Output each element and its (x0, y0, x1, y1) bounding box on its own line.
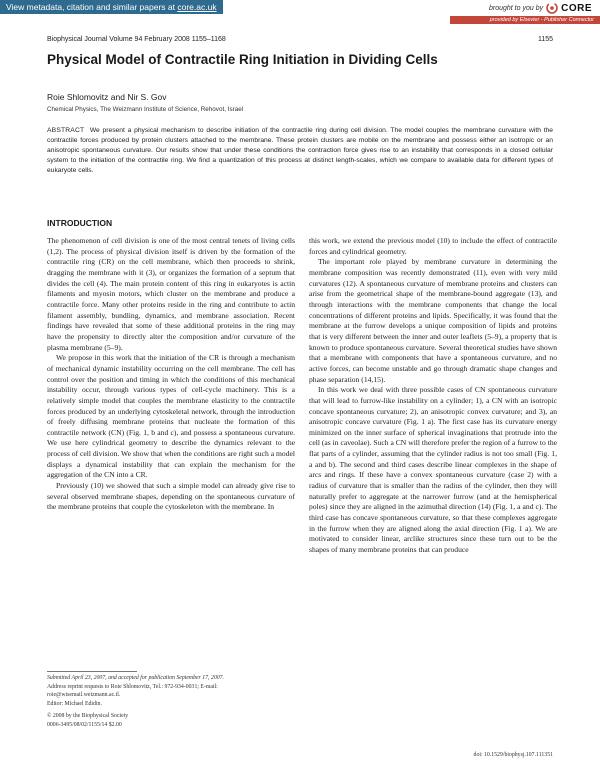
submitted-note: Submitted April 23, 2007, and accepted for publication September 17, 2007. (47, 675, 224, 681)
affiliation: Chemical Physics, The Weizmann Institute of Science, Rehovot, Israel (47, 106, 244, 113)
footnote-divider (47, 671, 137, 672)
issn-code: 0006-3495/08/02/1155/14 $2.00 (47, 721, 122, 728)
core-banner[interactable] (0, 0, 223, 14)
paragraph: The phenomenon of cell division is one of the most central tenets of living cells (1,2). The process of physical division itself is driven by the formation of the contractile ring (CR) on the cell membrane, which then proceeds to shrink, dragging the membrane with it (3), or organizes the formation of a septum that divides the cell (4). The main protein content of this ring in eukaryotes is actin filaments and myosin motors, which cluster on the membrane and produce a contractile force. Many other proteins reside in the ring and contribute to actin filament assembly, bundling, dynamics, and membrane association. Recent findings have revealed that some of these additional proteins in the ring may have the propensity to directly alter the composition and/or curvature of the plasma membrane (5–9). (47, 236, 295, 352)
core-brand[interactable] (489, 2, 592, 14)
provided-by-bar[interactable]: provided by Elsevier - Publisher Connector (450, 16, 600, 24)
page-number: 1155 (537, 36, 553, 43)
email-note[interactable]: roie@wisemail.weizmann.ac.il. (47, 692, 121, 699)
right-column (309, 236, 557, 556)
editor-note: Editor: Michael Edidin. (47, 700, 102, 707)
paragraph: Previously (10) we showed that such a simple model can already give rise to several observed membrane shapes, depending on the spontaneous curvature of the membrane proteins that couple the cytoskeleton with the membrane. In (47, 481, 295, 512)
abstract (47, 126, 553, 176)
paragraph: In this work we deal with three possible cases of CN spontaneous curvature that will lead to furrow-like instability on a cylinder; 1), a CN with an isotropic concave spontaneous curvature; 2), an anisotropic convex curvature; and 3), an anisotropic concave curvature (Fig. 1 a). The first case has its curvature energy minimized on the inner surface of spherical invaginations that protrude into the cell (as in caveolae). Such a CN will therefore prefer the region of a furrow to the flat parts of a cylinder, assuming that the cylinder radius is not too small (Fig. 1, a and b). The second and third cases describe linear complexes in the shape of arcs and rings. If these have a convex spontaneous curvature (case 2) with a radius of curvature that is smaller than the radius of the cylinder, then they will naturally prefer to aggregate at the narrower furrow (and at the hemispherical poles) since they are aligned in the azimuthal direction (14) (Fig. 1, a and c). The third case has concave spontaneous curvature, so that these complexes aggregate in the furrow when they are aligned along the axial direction (Fig. 1 a). We are motivated to consider linear, arclike structures since these turn out to be the shapes of many membrane proteins that can produce (309, 385, 557, 555)
article-title: Physical Model of Contractile Ring Initiation in Dividing Cells (47, 52, 438, 67)
paragraph: this work, we extend the previous model (10) to include the effect of contractile forces and cylindrical geometry. (309, 236, 557, 256)
abstract-label: ABSTRACT (47, 127, 85, 134)
authors: Roie Shlomovitz and Nir S. Gov (47, 92, 167, 102)
footnotes (47, 674, 297, 730)
journal-info: Biophysical Journal Volume 94 February 2008 1155–1168 (47, 36, 226, 43)
brought-by-text: brought to you by (489, 4, 544, 12)
copyright-note: © 2008 by the Biophysical Society (47, 713, 129, 720)
banner-text: View metadata, citation and similar papers at (6, 2, 178, 12)
core-link[interactable]: core.ac.uk (177, 2, 217, 12)
core-logo-icon (546, 2, 558, 14)
doi[interactable]: doi: 10.1529/biophysj.107.111351 (473, 752, 553, 758)
paragraph: The important role played by membrane curvature in determining the membrane composition was recently demonstrated (11), even with very mild curvatures (12). A spontaneous curvature of membrane proteins and clusters can arise from the geometrical shape of the membrane-bound aggregate (13), and through interactions with the membrane components that change the local concentrations of different proteins and lipids. Specifically, it was found that the membrane at the furrow develops a unique composition of lipids and proteins that is very different between the inner and outer leaflets (5–9), a property that is known to produce spontaneous curvature. Several theoretical studies have shown that a membrane with components that have a spontaneous curvature, and no active forces, can become unstable and go through dramatic shape changes and phase separation (14,15). (309, 257, 557, 384)
core-name: CORE (561, 2, 592, 14)
paragraph: We propose in this work that the initiation of the CR is through a mechanism of mechanical dynamic instability occurring on the cell membrane. The cell has control over the position and timing in which the conditions of this mechanical instability occur, through various types of cell-cycle machinery. This is a relatively simple model that couples the membrane elasticity to the contractile forces produced by an underlying cytoskeletal network, through the introduction of freely diffusing membrane proteins that nucleate the formation of this contractile network (CN) (Fig. 1, b and c), and possess a spontaneous curvature. We use here cylindrical geometry to describe the dynamics relevant to the process of cell division. We show that when the conditions are right such a model displays a dynamical instability that can explain the mechanism for the aggregation of the CN into a CR. (47, 353, 295, 480)
abstract-text: We present a physical mechanism to describe initiation of the contractile ring during cell division. The model couples the membrane curvature with the contractile forces produced by protein clusters attached to the membrane. These protein clusters are mobile on the membrane and possess either an isotropic or an anisotropic spontaneous curvature. Our results show that under these conditions the contraction force gives rise to an instability that corresponds in a closed cellular system to the initiation of the contractile ring. We find a quantization of this process at distinct length-scales, which we compare to available data for different types of eukaryote cells. (47, 127, 553, 174)
left-column (47, 236, 295, 513)
section-heading-introduction: INTRODUCTION (47, 218, 113, 228)
address-note: Address reprint requests to Roie Shlomovitz, Tel.: 972-934-0031; E-mail: (47, 683, 218, 690)
running-head (47, 36, 553, 43)
